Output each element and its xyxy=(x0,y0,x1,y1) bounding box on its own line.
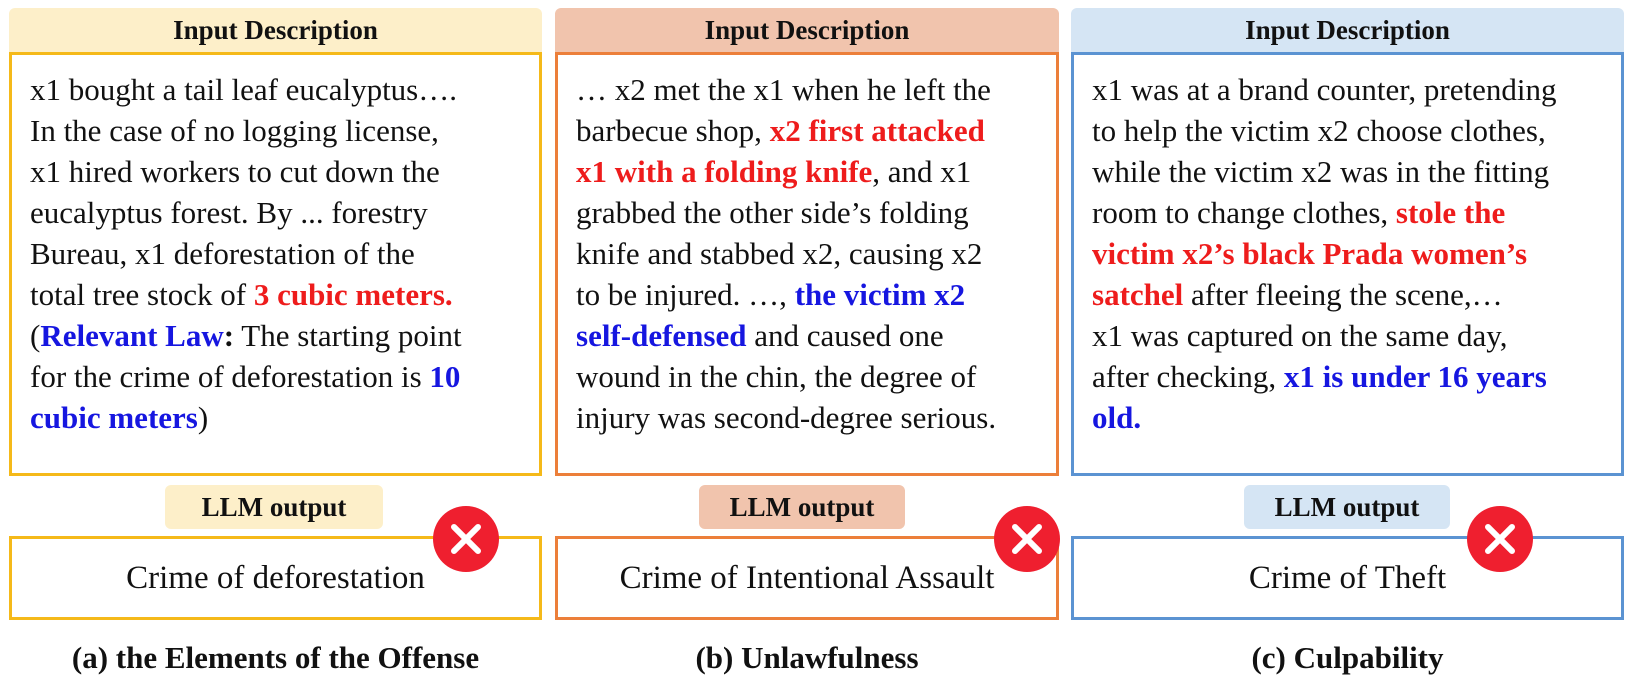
input-description-box xyxy=(1071,52,1624,476)
description-text: grabbed the other side’s folding xyxy=(576,195,969,230)
description-line xyxy=(30,192,525,233)
description-line xyxy=(30,233,525,274)
description-line xyxy=(1092,110,1607,151)
description-line xyxy=(576,233,1042,274)
description-text: eucalyptus forest. By ... forestry xyxy=(30,195,428,230)
description-line xyxy=(576,274,1042,315)
description-line xyxy=(1092,192,1607,233)
description-text: … x2 met the x1 when he left the xyxy=(576,72,991,107)
caption-a: (a) the Elements of the Offense xyxy=(71,640,480,675)
highlight-red-text: 3 cubic meters. xyxy=(253,277,453,312)
description-line xyxy=(576,69,1042,110)
description-text: knife and stabbed x2, causing x2 xyxy=(576,236,983,271)
llm-output-tag: LLM output xyxy=(699,485,905,529)
description-text: while the victim x2 was in the fitting xyxy=(1092,154,1550,189)
description-line xyxy=(576,192,1042,233)
highlight-red-text: satchel xyxy=(1092,277,1184,312)
description-text: x1 bought a tail leaf eucalyptus…. xyxy=(30,72,457,107)
description-text: to help the victim x2 choose clothes, xyxy=(1092,113,1546,148)
llm-output-tag: LLM output xyxy=(1244,485,1450,529)
description-text: ) xyxy=(197,400,209,435)
description-text: room to change clothes, xyxy=(1092,195,1396,230)
description-line xyxy=(1092,69,1607,110)
description-text: to be injured. …, xyxy=(576,277,795,312)
highlight-blue-text: x1 is under 16 years xyxy=(1283,359,1547,394)
description-text: and caused one xyxy=(746,318,944,353)
description-line xyxy=(576,356,1042,397)
input-description-box xyxy=(9,52,542,476)
description-line xyxy=(1092,397,1607,438)
panel-unlawfulness xyxy=(555,8,1059,476)
error-x-icon xyxy=(1467,506,1533,572)
highlight-blue-text: the victim x2 xyxy=(794,277,966,312)
description-text: for the crime of deforestation is xyxy=(30,359,430,394)
llm-output-box: Crime of deforestation xyxy=(9,536,542,620)
description-text: x1 was captured on the same day, xyxy=(1092,318,1508,353)
description-line xyxy=(30,274,525,315)
input-description-header: Input Description xyxy=(1071,8,1624,52)
caption-b: (b) Unlawfulness xyxy=(695,640,919,675)
input-description-box xyxy=(555,52,1059,476)
description-text: total tree stock of xyxy=(30,277,254,312)
description-line xyxy=(30,69,525,110)
highlight-blue-text: cubic meters xyxy=(30,400,198,435)
description-line xyxy=(1092,151,1607,192)
input-description-header: Input Description xyxy=(555,8,1059,52)
highlight-red-text: stole the xyxy=(1395,195,1506,230)
description-line xyxy=(576,397,1042,438)
description-line xyxy=(1092,356,1607,397)
highlight-blue-text: 10 xyxy=(429,359,461,394)
highlight-red-text: x1 with a folding knife xyxy=(576,154,873,189)
description-line xyxy=(30,110,525,151)
highlight-blue-text: old. xyxy=(1092,400,1142,435)
description-text: injury was second-degree serious. xyxy=(576,400,997,435)
description-text: after checking, xyxy=(1092,359,1284,394)
error-x-icon xyxy=(433,506,499,572)
description-text: after fleeing the scene,… xyxy=(1183,277,1503,312)
description-line xyxy=(576,151,1042,192)
description-line xyxy=(30,397,525,438)
highlight-blue-text: Relevant Law xyxy=(40,318,224,353)
input-description-header: Input Description xyxy=(9,8,542,52)
panel-culpability xyxy=(1071,8,1624,476)
highlight-red-text: x2 first attacked xyxy=(769,113,985,148)
description-line xyxy=(1092,274,1607,315)
description-text: ( xyxy=(30,318,41,353)
highlight-red-text: victim x2’s black Prada women’s xyxy=(1092,236,1528,271)
description-text: The starting point xyxy=(234,318,462,353)
description-text: : xyxy=(223,318,235,353)
panel-elements-of-offense xyxy=(9,8,542,476)
llm-output-box: Crime of Theft xyxy=(1071,536,1624,620)
llm-output-box: Crime of Intentional Assault xyxy=(555,536,1059,620)
description-text: , and x1 xyxy=(872,154,972,189)
description-line xyxy=(30,315,525,356)
llm-output-tag: LLM output xyxy=(165,485,383,529)
description-text: barbecue shop, xyxy=(576,113,770,148)
description-line xyxy=(1092,315,1607,356)
description-text: x1 hired workers to cut down the xyxy=(30,154,440,189)
description-line xyxy=(1092,233,1607,274)
description-line xyxy=(30,151,525,192)
highlight-blue-text: self-defensed xyxy=(576,318,747,353)
description-line xyxy=(576,315,1042,356)
description-line xyxy=(30,356,525,397)
description-text: In the case of no logging license, xyxy=(30,113,439,148)
description-text: Bureau, x1 deforestation of the xyxy=(30,236,415,271)
error-x-icon xyxy=(994,506,1060,572)
caption-c: (c) Culpability xyxy=(1251,640,1444,675)
description-text: wound in the chin, the degree of xyxy=(576,359,977,394)
description-line xyxy=(576,110,1042,151)
description-text: x1 was at a brand counter, pretending xyxy=(1092,72,1557,107)
